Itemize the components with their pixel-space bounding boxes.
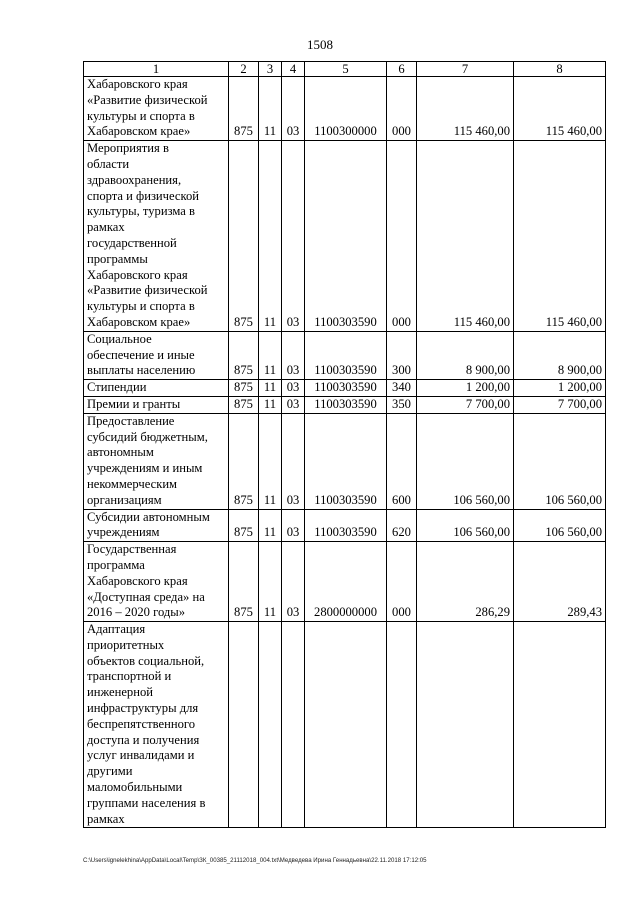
expense-type-cell: 000 <box>387 141 417 332</box>
item-name-cell <box>84 509 229 542</box>
chapter-code-cell: 875 <box>229 396 259 413</box>
column-header-6: 6 <box>387 62 417 77</box>
item-name-line: учреждениям <box>87 525 160 540</box>
amount-year-1-cell: 106 560,00 <box>417 413 514 509</box>
expense-type-cell: 000 <box>387 77 417 141</box>
subsection-code-cell: 03 <box>282 396 305 413</box>
item-name-cell <box>84 413 229 509</box>
chapter-code-cell: 875 <box>229 380 259 397</box>
item-name-line: культуры и спорта в <box>87 108 195 123</box>
item-name-line: программы <box>87 251 148 266</box>
item-name-line: Адаптация <box>87 622 146 637</box>
expense-type-cell: 600 <box>387 413 417 509</box>
expense-type-cell <box>387 622 417 828</box>
item-name-line: инфраструктуры для <box>87 701 199 716</box>
section-code-cell: 11 <box>259 396 282 413</box>
amount-year-2-cell: 1 200,00 <box>514 380 606 397</box>
chapter-code-cell: 875 <box>229 77 259 141</box>
table-row <box>84 542 606 622</box>
amount-year-2-cell: 115 460,00 <box>514 141 606 332</box>
target-article-cell: 1100300000 <box>305 77 387 141</box>
amount-year-2-cell <box>514 622 606 828</box>
item-name-line: Хабаровского края <box>87 77 188 91</box>
amount-year-1-cell: 115 460,00 <box>417 141 514 332</box>
subsection-code-cell: 03 <box>282 509 305 542</box>
target-article-cell: 1100303590 <box>305 331 387 379</box>
item-name-line: 2016 – 2020 годы» <box>87 605 186 620</box>
item-name-line: учреждениям и иным <box>87 461 203 476</box>
amount-year-2-cell: 106 560,00 <box>514 413 606 509</box>
item-name-line: доступа и получения <box>87 732 200 747</box>
item-name-line: Мероприятия в <box>87 141 169 156</box>
expense-type-cell: 340 <box>387 380 417 397</box>
item-name-line: «Развитие физической <box>87 283 208 298</box>
section-code-cell: 11 <box>259 413 282 509</box>
item-name-line: области <box>87 156 130 171</box>
amount-year-2-cell: 7 700,00 <box>514 396 606 413</box>
item-name-line: транспортной и <box>87 669 172 684</box>
table-row <box>84 622 606 828</box>
page-number: 1508 <box>307 37 333 52</box>
item-name-line: группами населения в <box>87 795 206 810</box>
column-header-8: 8 <box>514 62 606 77</box>
subsection-code-cell: 03 <box>282 380 305 397</box>
table-row <box>84 141 606 332</box>
section-code-cell: 11 <box>259 509 282 542</box>
item-name-line: инженерной <box>87 685 154 700</box>
chapter-code-cell: 875 <box>229 413 259 509</box>
item-name-line: автономным <box>87 445 154 460</box>
item-name-line: организациям <box>87 492 162 507</box>
expense-type-cell: 620 <box>387 509 417 542</box>
column-header-5: 5 <box>305 62 387 77</box>
item-name-line: Предоставление <box>87 413 175 428</box>
item-name-cell <box>84 141 229 332</box>
section-code-cell: 11 <box>259 141 282 332</box>
item-name-line: другими <box>87 764 133 779</box>
item-name-line: Премии и гранты <box>87 396 181 411</box>
item-name-line: Стипендии <box>87 380 147 395</box>
subsection-code-cell: 03 <box>282 77 305 141</box>
item-name-line: Социальное <box>87 331 152 346</box>
expense-type-cell: 000 <box>387 542 417 622</box>
item-name-cell <box>84 622 229 828</box>
column-header-3: 3 <box>259 62 282 77</box>
section-code-cell <box>259 622 282 828</box>
table-row <box>84 396 606 413</box>
item-name-line: Хабаровского края <box>87 573 188 588</box>
chapter-code-cell <box>229 622 259 828</box>
expense-type-cell: 300 <box>387 331 417 379</box>
table-header-row <box>84 62 606 77</box>
chapter-code-cell: 875 <box>229 542 259 622</box>
item-name-line: рамках <box>87 220 125 235</box>
item-name-line: культуры и спорта в <box>87 299 195 314</box>
target-article-cell: 2800000000 <box>305 542 387 622</box>
target-article-cell: 1100303590 <box>305 413 387 509</box>
chapter-code-cell: 875 <box>229 509 259 542</box>
item-name-line: некоммерческим <box>87 476 178 491</box>
table-row <box>84 77 606 141</box>
item-name-cell <box>84 77 229 141</box>
column-header-2: 2 <box>229 62 259 77</box>
section-code-cell: 11 <box>259 331 282 379</box>
item-name-line: субсидий бюджетным, <box>87 429 208 444</box>
column-header-1: 1 <box>84 62 229 77</box>
subsection-code-cell: 03 <box>282 141 305 332</box>
expense-type-cell: 350 <box>387 396 417 413</box>
amount-year-1-cell: 1 200,00 <box>417 380 514 397</box>
target-article-cell: 1100303590 <box>305 509 387 542</box>
item-name-line: Хабаровского края <box>87 267 188 282</box>
chapter-code-cell: 875 <box>229 331 259 379</box>
target-article-cell <box>305 622 387 828</box>
item-name-line: Хабаровском крае» <box>87 314 191 329</box>
item-name-line: услуг инвалидами и <box>87 748 195 763</box>
item-name-line: Государственная <box>87 542 177 557</box>
item-name-line: беспрепятственного <box>87 716 196 731</box>
item-name-line: приоритетных <box>87 637 165 652</box>
item-name-line: «Доступная среда» на <box>87 589 205 604</box>
item-name-line: культуры, туризма в <box>87 204 195 219</box>
item-name-line: государственной <box>87 235 177 250</box>
table-row <box>84 380 606 397</box>
amount-year-1-cell <box>417 622 514 828</box>
amount-year-2-cell: 106 560,00 <box>514 509 606 542</box>
amount-year-1-cell: 8 900,00 <box>417 331 514 379</box>
item-name-cell <box>84 331 229 379</box>
item-name-line: рамках <box>87 811 125 826</box>
column-header-7: 7 <box>417 62 514 77</box>
amount-year-2-cell: 289,43 <box>514 542 606 622</box>
section-code-cell: 11 <box>259 542 282 622</box>
item-name-cell <box>84 380 229 397</box>
subsection-code-cell: 03 <box>282 542 305 622</box>
section-code-cell: 11 <box>259 380 282 397</box>
amount-year-1-cell: 7 700,00 <box>417 396 514 413</box>
item-name-line: объектов социальной, <box>87 653 205 668</box>
item-name-line: здравоохранения, <box>87 172 182 187</box>
item-name-cell <box>84 396 229 413</box>
target-article-cell: 1100303590 <box>305 141 387 332</box>
target-article-cell: 1100303590 <box>305 396 387 413</box>
amount-year-2-cell: 115 460,00 <box>514 77 606 141</box>
section-code-cell: 11 <box>259 77 282 141</box>
amount-year-1-cell: 115 460,00 <box>417 77 514 141</box>
item-name-line: выплаты населению <box>87 363 196 378</box>
item-name-line: обеспечение и иные <box>87 347 195 362</box>
amount-year-1-cell: 286,29 <box>417 542 514 622</box>
item-name-line: программа <box>87 557 145 572</box>
amount-year-1-cell: 106 560,00 <box>417 509 514 542</box>
item-name-cell <box>84 542 229 622</box>
item-name-line: Субсидии автономным <box>87 509 210 524</box>
item-name-line: спорта и физической <box>87 188 199 203</box>
item-name-line: «Развитие физической <box>87 92 208 107</box>
item-name-line: Хабаровском крае» <box>87 124 191 139</box>
amount-year-2-cell: 8 900,00 <box>514 331 606 379</box>
target-article-cell: 1100303590 <box>305 380 387 397</box>
table-row <box>84 413 606 509</box>
file-path-footer: C:\Users\ignelekhina\AppData\Local\Temp\ЗК_00385_21112018_004.txt\Медведева Ирина Геннадьевна\22.11.2018 17:12:05 <box>83 857 427 864</box>
subsection-code-cell <box>282 622 305 828</box>
table-row <box>84 331 606 379</box>
chapter-code-cell: 875 <box>229 141 259 332</box>
column-header-4: 4 <box>282 62 305 77</box>
budget-table <box>83 61 606 828</box>
subsection-code-cell: 03 <box>282 413 305 509</box>
item-name-line: маломобильными <box>87 780 183 795</box>
subsection-code-cell: 03 <box>282 331 305 379</box>
table-row <box>84 509 606 542</box>
